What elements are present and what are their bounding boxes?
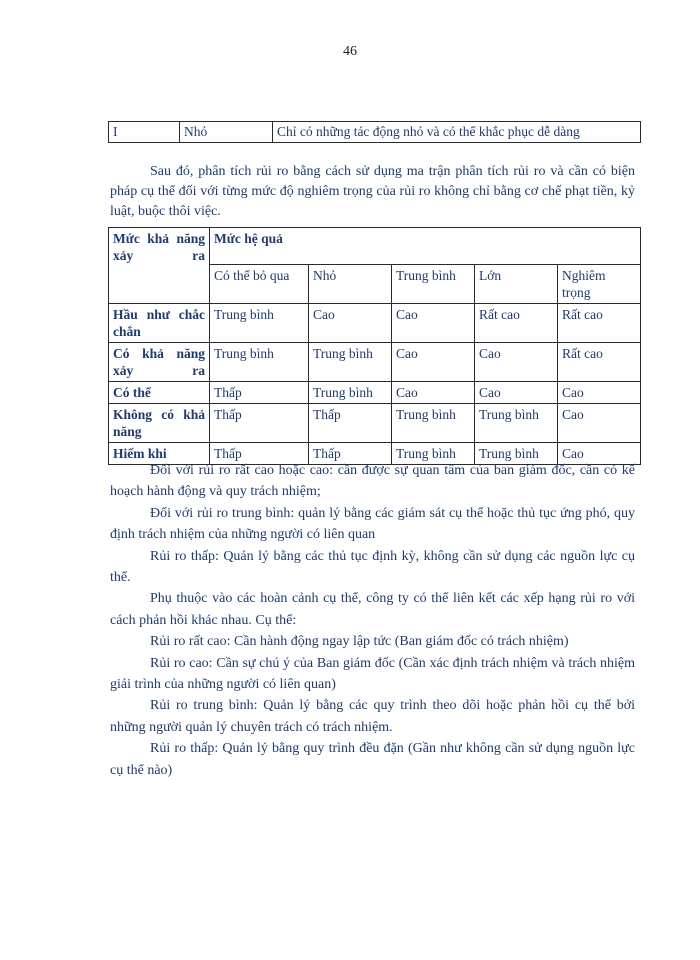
risk-rating-cell: Cao <box>558 443 641 465</box>
risk-rating-cell: Trung bình <box>475 443 558 465</box>
risk-rating-cell: Trung bình <box>392 443 475 465</box>
severity-level-cell: Nhỏ <box>180 122 273 143</box>
risk-rating-cell: Trung bình <box>475 404 558 443</box>
body-paragraph: Rủi ro trung bình: Quản lý bằng các quy trình theo dõi hoặc phản hồi cụ thể bởi những người quản lý chuyên trách có trách nhiệm. <box>110 698 635 735</box>
consequence-level: Nhỏ <box>309 265 392 304</box>
risk-rating-cell: Cao <box>475 343 558 382</box>
likelihood-label: Hầu như chắc chắn <box>109 304 210 343</box>
table-row <box>109 343 641 382</box>
consequence-level: Lớn <box>475 265 558 304</box>
risk-rating-cell: Trung bình <box>392 404 475 443</box>
body-paragraph: Phụ thuộc vào các hoàn cảnh cụ thể, công ty có thể liên kết các xếp hạng rủi ro với cách phản hồi khác nhau. Cụ thể: <box>110 591 635 628</box>
likelihood-label: Có thể <box>109 382 210 404</box>
consequence-header: Mức hệ quả <box>210 228 641 265</box>
risk-rating-cell: Trung bình <box>210 343 309 382</box>
intro-paragraph: Sau đó, phân tích rủi ro bằng cách sử dụng ma trận phân tích rủi ro và cần có biện pháp cụ thể đối với từng mức độ nghiêm trọng của rủi ro không chỉ bằng cơ chế phạt tiền, kỷ luật, buộc thôi việc. <box>110 164 635 219</box>
risk-rating-cell: Trung bình <box>309 382 392 404</box>
table-row <box>109 122 641 143</box>
likelihood-header: Mức khả năng xảy ra <box>109 228 210 304</box>
risk-rating-cell: Cao <box>558 404 641 443</box>
body-paragraph: Rủi ro rất cao: Cần hành động ngay lập tức (Ban giám đốc có trách nhiệm) <box>150 634 569 650</box>
risk-rating-cell: Thấp <box>210 382 309 404</box>
body-paragraph: Rủi ro cao: Cần sự chú ý của Ban giám đốc (Cần xác định trách nhiệm và trách nhiệm giải trình của những người có liên quan) <box>110 655 635 693</box>
risk-rating-cell: Trung bình <box>309 343 392 382</box>
page-number: 46 <box>343 44 357 59</box>
risk-rating-cell: Rất cao <box>558 304 641 343</box>
risk-rating-cell: Thấp <box>210 404 309 443</box>
risk-matrix-table <box>108 227 641 465</box>
intro-section <box>110 162 635 222</box>
likelihood-label: Không có khả năng <box>109 404 210 443</box>
severity-description-cell: Chỉ có những tác động nhỏ và có thể khắc phục dễ dàng <box>273 122 641 143</box>
body-paragraph: Rủi ro thấp: Quản lý bằng quy trình đều đặn (Gần như không cần sử dụng nguồn lực cụ thể nào) <box>110 741 635 778</box>
table-row <box>109 228 641 265</box>
risk-rating-cell: Cao <box>392 304 475 343</box>
risk-rating-cell: Cao <box>309 304 392 343</box>
table-row <box>109 304 641 343</box>
consequence-level: Có thể bỏ qua <box>210 265 309 304</box>
likelihood-label: Hiếm khi <box>109 443 210 465</box>
consequence-level: Nghiêm trọng <box>558 265 641 304</box>
risk-rating-cell: Cao <box>558 382 641 404</box>
risk-rating-cell: Thấp <box>309 404 392 443</box>
table-row <box>109 404 641 443</box>
risk-rating-cell: Cao <box>392 343 475 382</box>
body-section <box>110 460 635 781</box>
risk-rating-cell: Thấp <box>309 443 392 465</box>
consequence-level: Trung bình <box>392 265 475 304</box>
risk-rating-cell: Cao <box>475 382 558 404</box>
severity-table-fragment <box>108 121 641 143</box>
risk-rating-cell: Rất cao <box>558 343 641 382</box>
table-row <box>109 382 641 404</box>
body-paragraph: Rủi ro thấp: Quản lý bằng các thủ tục định kỳ, không cần sử dụng các nguồn lực cụ thể. <box>110 548 635 586</box>
body-paragraph: Đối với rủi ro trung bình: quản lý bằng các giám sát cụ thể hoặc thủ tục ứng phó, quy định trách nhiệm của những người có liên quan <box>110 505 635 543</box>
risk-rating-cell: Cao <box>392 382 475 404</box>
body-paragraph: Đối với rủi ro rất cao hoặc cao: cần được sự quan tâm của ban giám đốc, cần có kế hoạch hành động và quy trách nhiệm; <box>110 463 635 500</box>
severity-code-cell: I <box>109 122 180 143</box>
risk-rating-cell: Rất cao <box>475 304 558 343</box>
likelihood-label: Có khả năng xảy ra <box>109 343 210 382</box>
risk-rating-cell: Trung bình <box>210 304 309 343</box>
risk-rating-cell: Thấp <box>210 443 309 465</box>
